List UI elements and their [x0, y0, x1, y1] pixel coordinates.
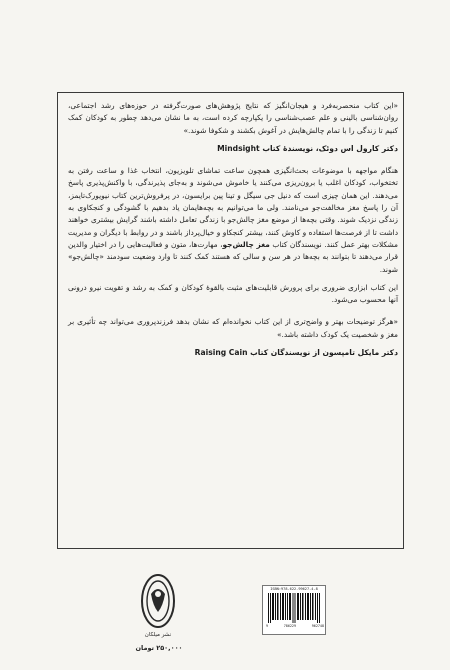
barcode-digit-group-2: 962748: [311, 624, 324, 628]
signature-thompson: دکتر مایکل تامپسون از نویسندگان کتاب Raising Cain: [194, 348, 398, 358]
summary-paragraph: این کتاب ابزاری ضروری برای پرورش قابلیت‌های مثبت بالقوهٔ کودکان و کمک به رشد و تقویت نیرو درونی آنها محسوب می‌شود.: [68, 282, 398, 305]
description-text-rest: ، مهارت‌ها، متون و فعالیت‌هایی را در اختیار والدین قرار می‌دهند تا بتوانند به بچه‌ها در هر سن و سالی که هستند کمک کنند تا وارد وضعیت سودمند «چالش‌جو» شوند.: [68, 239, 398, 274]
isbn-label: ISBN:978-622-99627-4-8: [270, 587, 318, 591]
book-title-inline: مغز چالش‌جو: [222, 239, 270, 249]
quote-dweck: «این کتاب منحصربه‌فرد و هیجان‌انگیز که نتایج پژوهش‌های صورت‌گرفته در حوزه‌های رشد اجتماعی، روان‌شناسی بالینی و علم عصب‌شناسی را یکپارچه کرده است، به ما نشان می‌دهد چطور به کودکان کمک کنیم تا زندگی را با تمام چالش‌هایش در آغوش بکشند و شکوفا شوند.»: [68, 101, 398, 135]
barcode-icon: [268, 593, 320, 623]
quote-thompson: «هرگز توضیحات بهتر و واضح‌تری از این کتاب نخوانده‌ام که نشان بدهد فرزندپروری می‌تواند چه تأثیری بر مغز و شخصیت یک کودک داشته باشد.»: [68, 317, 398, 339]
price-label: ۲۵۰,۰۰۰ تومان: [135, 644, 183, 652]
barcode-digit-prefix: 9: [266, 624, 269, 628]
description-text: هنگام مواجهه با موضوعات بحث‌انگیزی همچون ساعت تماشای تلویزیون، انتخاب غذا و ساعت رفتن به تختخواب، کودکان اغلب یا برون‌ریزی می‌کنند یا خاموش می‌شوند و به‌جای پذیرندگی، با واکنش‌پذیری پاسخ می‌دهند. این همان چیزی است که دنیل جی سیگل و تینا پین برایسون، در پرفروش‌ترین کتاب نیویورک‌تایمز، آن را پاسخ مغز مخالفت‌جو می‌نامند. ولی ما می‌توانیم به بچه‌هایمان یاد بدهیم با گشودگی و کنجکاوی به زندگی نزدیک شوند. وقتی بچه‌ها از موضع مغز چالش‌جو با زندگی تعامل داشته باشند گرایش بیشتری خواهند داشت تا از فرصت‌ها استفاده و کاوش کنند، بیشتر کنجکاو و خیال‌پرداز باشند و در روابط با دیگران و مدیریت مشکلات بهتر عمل کنند. نویسندگان کتاب: [68, 166, 399, 249]
description-paragraph: [68, 165, 398, 276]
barcode-digit-group-1: 786229: [283, 624, 297, 628]
publisher-logo-icon: [139, 572, 177, 630]
signature-dweck: دکتر کارول اس دوئک، نویسندهٔ کتاب Mindsight: [217, 143, 398, 153]
publisher-name: نشر میلکان: [144, 632, 172, 638]
back-cover-text: [68, 100, 398, 369]
barcode-digits: [266, 624, 324, 628]
